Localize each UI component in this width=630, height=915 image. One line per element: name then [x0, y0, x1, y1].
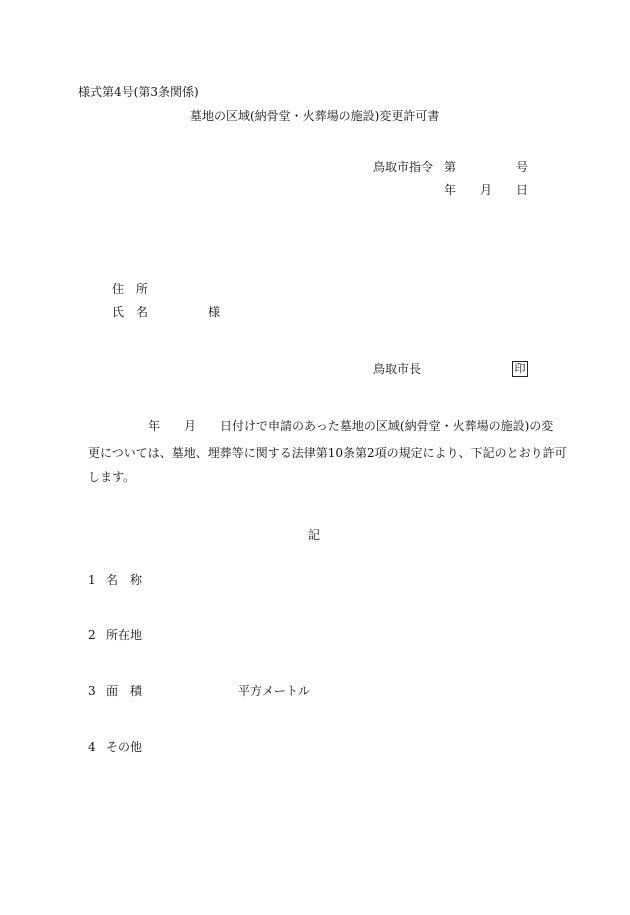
form-number: 様式第4号(第3条関係)	[78, 85, 199, 99]
date-day: 日	[516, 183, 529, 197]
address-label: 住 所	[112, 282, 149, 296]
honorific: 様	[208, 305, 221, 319]
item-number: 2	[88, 628, 96, 642]
body-year: 年	[148, 419, 161, 433]
ki-heading: 記	[308, 528, 321, 542]
item-number: 1	[88, 573, 96, 587]
issuer-ref-dai: 第	[444, 160, 457, 174]
item-unit: 平方メートル	[238, 684, 311, 698]
date-month: 月	[480, 183, 493, 197]
name-label: 氏 名	[112, 305, 149, 319]
item-label: 面 積	[106, 684, 143, 698]
item-label: 名 称	[106, 573, 143, 587]
item-number: 4	[88, 740, 96, 754]
seal-stamp: 印	[512, 361, 528, 377]
body-text-line-3: します。	[88, 470, 136, 484]
body-month: 月	[184, 419, 197, 433]
item-label: その他	[106, 740, 143, 754]
date-year: 年	[444, 183, 457, 197]
body-text-line-2: 更については、墓地、埋葬等に関する法律第10条第2項の規定により、下記のとおり許可	[88, 446, 567, 460]
item-number: 3	[88, 684, 96, 698]
sender-title: 鳥取市長	[373, 362, 422, 376]
body-text-line-1: 日付けで申請のあった墓地の区域(納骨堂・火葬場の施設)の変	[220, 419, 554, 433]
document-title: 墓地の区域(納骨堂・火葬場の施設)変更許可書	[190, 109, 440, 123]
issuer-ref-prefix: 鳥取市指令	[373, 160, 434, 174]
item-label: 所在地	[106, 628, 143, 642]
issuer-ref-go: 号	[516, 160, 529, 174]
